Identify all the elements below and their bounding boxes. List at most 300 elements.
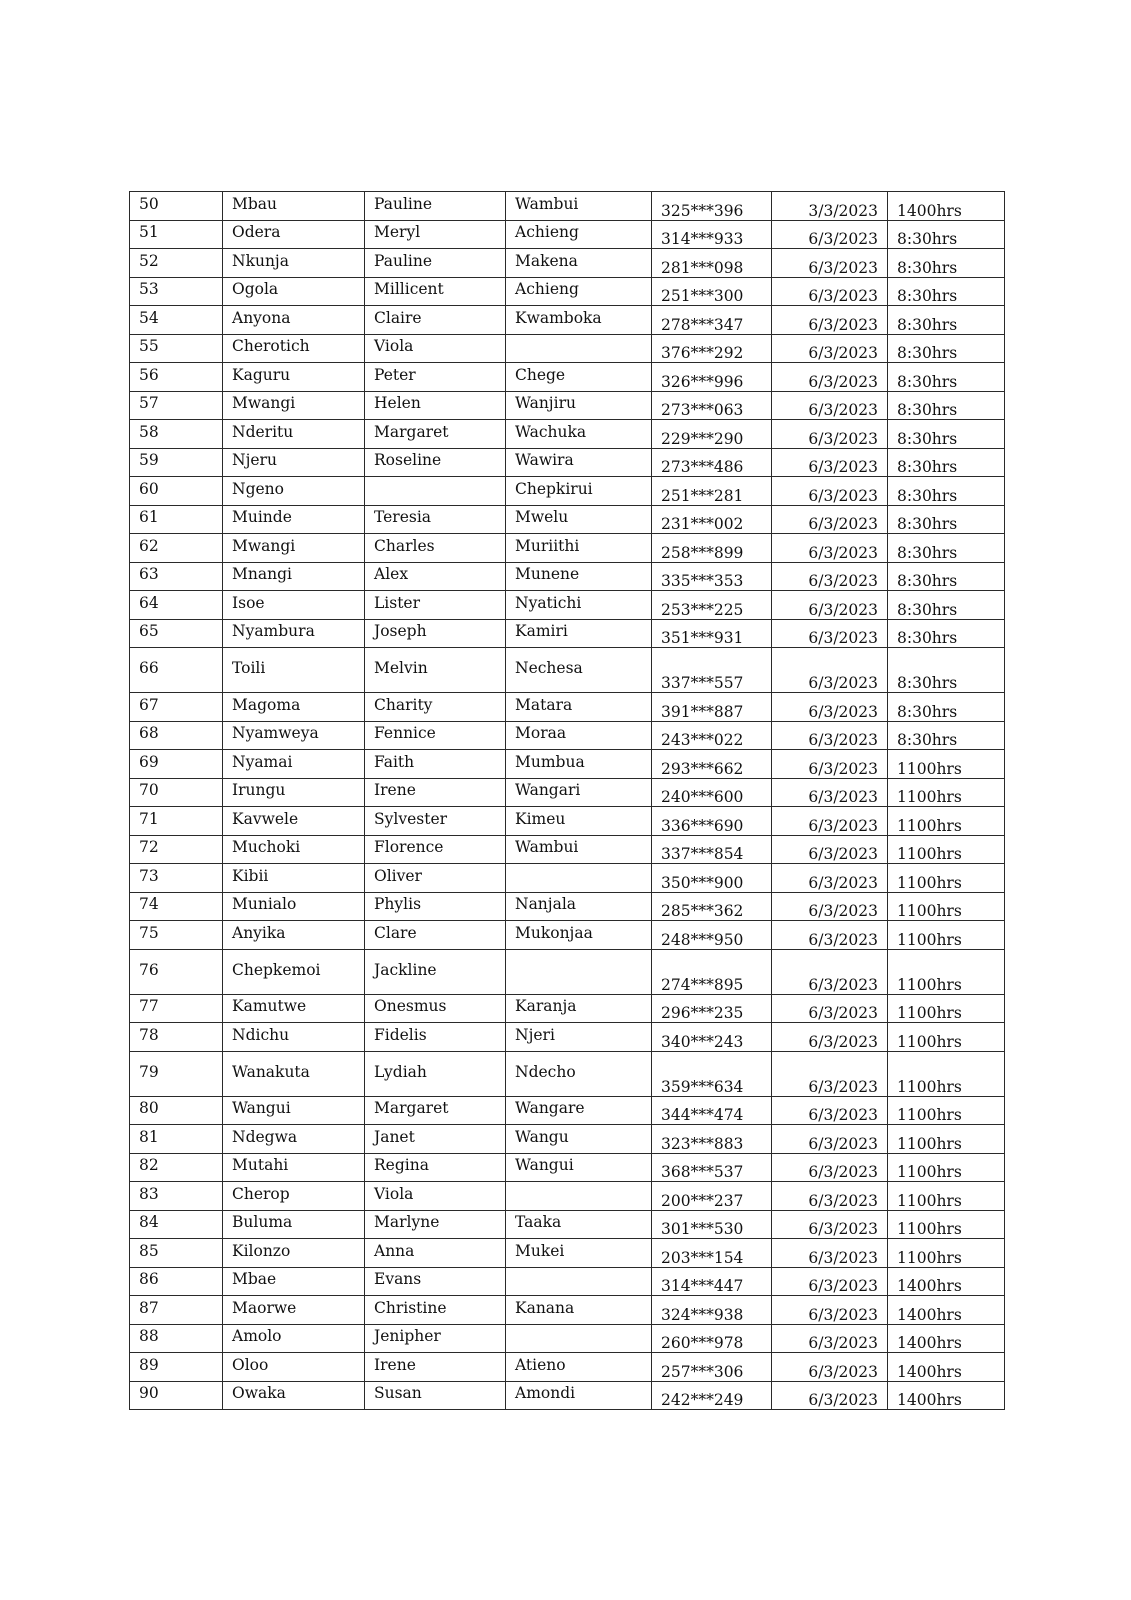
surname-cell: Wanakuta <box>223 1051 365 1096</box>
date-cell: 6/3/2023 <box>772 391 888 420</box>
table-row <box>130 562 1005 591</box>
other-name-cell <box>506 334 652 363</box>
other-name-cell: Wawira <box>506 448 652 477</box>
other-name-cell: Njeri <box>506 1023 652 1052</box>
time-cell: 1400hrs <box>888 192 1005 221</box>
id-number-cell: 350***900 <box>652 864 772 893</box>
surname-cell: Irungu <box>223 778 365 807</box>
first-name-cell: Jenipher <box>365 1324 506 1353</box>
first-name-cell: Susan <box>365 1381 506 1410</box>
table-row <box>130 1296 1005 1325</box>
time-cell: 1100hrs <box>888 1051 1005 1096</box>
row-number: 57 <box>130 391 223 420</box>
table-row <box>130 448 1005 477</box>
surname-cell: Mutahi <box>223 1153 365 1182</box>
time-cell: 8:30hrs <box>888 391 1005 420</box>
time-cell: 8:30hrs <box>888 277 1005 306</box>
id-number-cell: 368***537 <box>652 1153 772 1182</box>
first-name-cell: Lister <box>365 591 506 620</box>
first-name-cell: Phylis <box>365 892 506 921</box>
other-name-cell <box>506 1324 652 1353</box>
date-cell: 6/3/2023 <box>772 1239 888 1268</box>
surname-cell: Magoma <box>223 693 365 722</box>
row-number: 61 <box>130 505 223 534</box>
id-number-cell: 260***978 <box>652 1324 772 1353</box>
row-number: 53 <box>130 277 223 306</box>
row-number: 58 <box>130 420 223 449</box>
first-name-cell: Lydiah <box>365 1051 506 1096</box>
other-name-cell: Nyatichi <box>506 591 652 620</box>
table-row <box>130 1182 1005 1211</box>
row-number: 66 <box>130 648 223 693</box>
table-row <box>130 220 1005 249</box>
id-number-cell: 240***600 <box>652 778 772 807</box>
surname-cell: Nyambura <box>223 619 365 648</box>
surname-cell: Njeru <box>223 448 365 477</box>
id-number-cell: 281***098 <box>652 249 772 278</box>
id-number-cell: 359***634 <box>652 1051 772 1096</box>
first-name-cell: Onesmus <box>365 994 506 1023</box>
time-cell: 8:30hrs <box>888 693 1005 722</box>
table-row <box>130 277 1005 306</box>
time-cell: 1400hrs <box>888 1324 1005 1353</box>
first-name-cell: Clare <box>365 921 506 950</box>
id-number-cell: 337***854 <box>652 835 772 864</box>
other-name-cell: Matara <box>506 693 652 722</box>
time-cell: 1100hrs <box>888 921 1005 950</box>
date-cell: 6/3/2023 <box>772 1096 888 1125</box>
row-number: 76 <box>130 949 223 994</box>
other-name-cell: Achieng <box>506 220 652 249</box>
date-cell: 6/3/2023 <box>772 1182 888 1211</box>
other-name-cell: Wachuka <box>506 420 652 449</box>
date-cell: 6/3/2023 <box>772 949 888 994</box>
first-name-cell: Viola <box>365 1182 506 1211</box>
first-name-cell: Regina <box>365 1153 506 1182</box>
other-name-cell: Makena <box>506 249 652 278</box>
time-cell: 8:30hrs <box>888 420 1005 449</box>
surname-cell: Amolo <box>223 1324 365 1353</box>
table-row <box>130 864 1005 893</box>
surname-cell: Nderitu <box>223 420 365 449</box>
time-cell: 8:30hrs <box>888 534 1005 563</box>
table-row <box>130 306 1005 335</box>
row-number: 68 <box>130 721 223 750</box>
table-row <box>130 1324 1005 1353</box>
other-name-cell: Ndecho <box>506 1051 652 1096</box>
table-row <box>130 619 1005 648</box>
row-number: 74 <box>130 892 223 921</box>
table-row <box>130 1051 1005 1096</box>
surname-cell: Maorwe <box>223 1296 365 1325</box>
row-number: 67 <box>130 693 223 722</box>
table-body <box>130 192 1005 1410</box>
surname-cell: Toili <box>223 648 365 693</box>
table-row <box>130 1096 1005 1125</box>
table-row <box>130 892 1005 921</box>
first-name-cell: Marlyne <box>365 1210 506 1239</box>
id-number-cell: 301***530 <box>652 1210 772 1239</box>
first-name-cell: Irene <box>365 778 506 807</box>
first-name-cell: Irene <box>365 1353 506 1382</box>
date-cell: 6/3/2023 <box>772 994 888 1023</box>
time-cell: 8:30hrs <box>888 591 1005 620</box>
table-row <box>130 249 1005 278</box>
row-number: 63 <box>130 562 223 591</box>
date-cell: 6/3/2023 <box>772 220 888 249</box>
surname-cell: Ndegwa <box>223 1125 365 1154</box>
time-cell: 1100hrs <box>888 835 1005 864</box>
date-cell: 6/3/2023 <box>772 1381 888 1410</box>
first-name-cell: Anna <box>365 1239 506 1268</box>
row-number: 70 <box>130 778 223 807</box>
date-cell: 6/3/2023 <box>772 334 888 363</box>
surname-cell: Ogola <box>223 277 365 306</box>
time-cell: 1400hrs <box>888 1267 1005 1296</box>
table-row <box>130 1023 1005 1052</box>
surname-cell: Ndichu <box>223 1023 365 1052</box>
row-number: 89 <box>130 1353 223 1382</box>
id-number-cell: 203***154 <box>652 1239 772 1268</box>
row-number: 50 <box>130 192 223 221</box>
id-number-cell: 293***662 <box>652 750 772 779</box>
other-name-cell: Wanjiru <box>506 391 652 420</box>
row-number: 85 <box>130 1239 223 1268</box>
surname-cell: Anyika <box>223 921 365 950</box>
row-number: 77 <box>130 994 223 1023</box>
row-number: 65 <box>130 619 223 648</box>
other-name-cell: Chege <box>506 363 652 392</box>
time-cell: 1400hrs <box>888 1381 1005 1410</box>
date-cell: 6/3/2023 <box>772 534 888 563</box>
date-cell: 6/3/2023 <box>772 448 888 477</box>
id-number-cell: 340***243 <box>652 1023 772 1052</box>
surname-cell: Kavwele <box>223 807 365 836</box>
surname-cell: Muinde <box>223 505 365 534</box>
other-name-cell <box>506 949 652 994</box>
date-cell: 6/3/2023 <box>772 477 888 506</box>
other-name-cell: Wangari <box>506 778 652 807</box>
id-number-cell: 243***022 <box>652 721 772 750</box>
other-name-cell <box>506 1182 652 1211</box>
surname-cell: Kaguru <box>223 363 365 392</box>
id-number-cell: 335***353 <box>652 562 772 591</box>
other-name-cell: Kanana <box>506 1296 652 1325</box>
first-name-cell: Margaret <box>365 1096 506 1125</box>
date-cell: 6/3/2023 <box>772 721 888 750</box>
row-number: 87 <box>130 1296 223 1325</box>
table-row <box>130 477 1005 506</box>
date-cell: 6/3/2023 <box>772 835 888 864</box>
id-number-cell: 231***002 <box>652 505 772 534</box>
other-name-cell: Wambui <box>506 192 652 221</box>
surname-cell: Chepkemoi <box>223 949 365 994</box>
other-name-cell: Wangare <box>506 1096 652 1125</box>
date-cell: 6/3/2023 <box>772 892 888 921</box>
id-number-cell: 242***249 <box>652 1381 772 1410</box>
other-name-cell: Amondi <box>506 1381 652 1410</box>
table-row <box>130 835 1005 864</box>
other-name-cell: Wangu <box>506 1125 652 1154</box>
row-number: 81 <box>130 1125 223 1154</box>
first-name-cell: Faith <box>365 750 506 779</box>
surname-cell: Nkunja <box>223 249 365 278</box>
id-number-cell: 325***396 <box>652 192 772 221</box>
time-cell: 1100hrs <box>888 1210 1005 1239</box>
other-name-cell: Munene <box>506 562 652 591</box>
id-number-cell: 251***281 <box>652 477 772 506</box>
first-name-cell: Claire <box>365 306 506 335</box>
row-number: 88 <box>130 1324 223 1353</box>
date-cell: 6/3/2023 <box>772 591 888 620</box>
table-row <box>130 721 1005 750</box>
row-number: 51 <box>130 220 223 249</box>
id-number-cell: 285***362 <box>652 892 772 921</box>
time-cell: 1100hrs <box>888 1239 1005 1268</box>
surname-cell: Munialo <box>223 892 365 921</box>
time-cell: 1100hrs <box>888 1182 1005 1211</box>
table-row <box>130 807 1005 836</box>
date-cell: 6/3/2023 <box>772 648 888 693</box>
time-cell: 1100hrs <box>888 778 1005 807</box>
table-row <box>130 391 1005 420</box>
other-name-cell <box>506 1267 652 1296</box>
surname-cell: Cherop <box>223 1182 365 1211</box>
other-name-cell: Taaka <box>506 1210 652 1239</box>
other-name-cell: Atieno <box>506 1353 652 1382</box>
surname-cell: Cherotich <box>223 334 365 363</box>
row-number: 84 <box>130 1210 223 1239</box>
row-number: 72 <box>130 835 223 864</box>
table-row <box>130 1153 1005 1182</box>
row-number: 75 <box>130 921 223 950</box>
date-cell: 6/3/2023 <box>772 778 888 807</box>
first-name-cell: Millicent <box>365 277 506 306</box>
date-cell: 6/3/2023 <box>772 1051 888 1096</box>
first-name-cell: Janet <box>365 1125 506 1154</box>
row-number: 83 <box>130 1182 223 1211</box>
row-number: 90 <box>130 1381 223 1410</box>
other-name-cell: Karanja <box>506 994 652 1023</box>
time-cell: 1100hrs <box>888 1125 1005 1154</box>
first-name-cell: Pauline <box>365 249 506 278</box>
table-row <box>130 994 1005 1023</box>
time-cell: 1400hrs <box>888 1296 1005 1325</box>
table-row <box>130 1381 1005 1410</box>
table-row <box>130 949 1005 994</box>
surname-cell: Buluma <box>223 1210 365 1239</box>
surname-cell: Anyona <box>223 306 365 335</box>
time-cell: 8:30hrs <box>888 363 1005 392</box>
table-row <box>130 1239 1005 1268</box>
table-row <box>130 534 1005 563</box>
other-name-cell: Kwamboka <box>506 306 652 335</box>
id-number-cell: 314***933 <box>652 220 772 249</box>
table-row <box>130 420 1005 449</box>
row-number: 82 <box>130 1153 223 1182</box>
table-row <box>130 648 1005 693</box>
id-number-cell: 337***557 <box>652 648 772 693</box>
first-name-cell: Helen <box>365 391 506 420</box>
row-number: 69 <box>130 750 223 779</box>
date-cell: 6/3/2023 <box>772 750 888 779</box>
time-cell: 1100hrs <box>888 949 1005 994</box>
row-number: 86 <box>130 1267 223 1296</box>
other-name-cell: Kimeu <box>506 807 652 836</box>
time-cell: 8:30hrs <box>888 562 1005 591</box>
surname-cell: Kilonzo <box>223 1239 365 1268</box>
table-row <box>130 1125 1005 1154</box>
time-cell: 8:30hrs <box>888 220 1005 249</box>
date-cell: 6/3/2023 <box>772 1153 888 1182</box>
date-cell: 6/3/2023 <box>772 1324 888 1353</box>
surname-cell: Owaka <box>223 1381 365 1410</box>
surname-cell: Mbae <box>223 1267 365 1296</box>
time-cell: 8:30hrs <box>888 306 1005 335</box>
other-name-cell: Nanjala <box>506 892 652 921</box>
first-name-cell: Melvin <box>365 648 506 693</box>
id-number-cell: 258***899 <box>652 534 772 563</box>
table-row <box>130 1353 1005 1382</box>
date-cell: 6/3/2023 <box>772 363 888 392</box>
id-number-cell: 273***063 <box>652 391 772 420</box>
first-name-cell: Jackline <box>365 949 506 994</box>
surname-cell: Wangui <box>223 1096 365 1125</box>
table-row <box>130 750 1005 779</box>
first-name-cell: Joseph <box>365 619 506 648</box>
first-name-cell: Teresia <box>365 505 506 534</box>
date-cell: 6/3/2023 <box>772 1296 888 1325</box>
other-name-cell <box>506 864 652 893</box>
first-name-cell: Meryl <box>365 220 506 249</box>
table-row <box>130 505 1005 534</box>
time-cell: 1100hrs <box>888 1023 1005 1052</box>
date-cell: 6/3/2023 <box>772 693 888 722</box>
surname-cell: Muchoki <box>223 835 365 864</box>
id-number-cell: 336***690 <box>652 807 772 836</box>
table-row <box>130 334 1005 363</box>
row-number: 80 <box>130 1096 223 1125</box>
first-name-cell: Fidelis <box>365 1023 506 1052</box>
other-name-cell: Mukonjaa <box>506 921 652 950</box>
surname-cell: Mwangi <box>223 391 365 420</box>
other-name-cell: Mwelu <box>506 505 652 534</box>
date-cell: 6/3/2023 <box>772 864 888 893</box>
other-name-cell: Wambui <box>506 835 652 864</box>
first-name-cell: Viola <box>365 334 506 363</box>
surname-cell: Nyamai <box>223 750 365 779</box>
id-number-cell: 248***950 <box>652 921 772 950</box>
first-name-cell: Margaret <box>365 420 506 449</box>
time-cell: 1100hrs <box>888 864 1005 893</box>
date-cell: 6/3/2023 <box>772 306 888 335</box>
first-name-cell: Roseline <box>365 448 506 477</box>
date-cell: 6/3/2023 <box>772 921 888 950</box>
row-number: 71 <box>130 807 223 836</box>
table-row <box>130 921 1005 950</box>
other-name-cell: Chepkirui <box>506 477 652 506</box>
time-cell: 8:30hrs <box>888 448 1005 477</box>
time-cell: 8:30hrs <box>888 505 1005 534</box>
date-cell: 6/3/2023 <box>772 619 888 648</box>
table-row <box>130 591 1005 620</box>
id-number-cell: 391***887 <box>652 693 772 722</box>
time-cell: 1100hrs <box>888 807 1005 836</box>
first-name-cell: Florence <box>365 835 506 864</box>
other-name-cell: Achieng <box>506 277 652 306</box>
first-name-cell: Oliver <box>365 864 506 893</box>
first-name-cell: Fennice <box>365 721 506 750</box>
row-number: 56 <box>130 363 223 392</box>
date-cell: 6/3/2023 <box>772 807 888 836</box>
id-number-cell: 351***931 <box>652 619 772 648</box>
time-cell: 1100hrs <box>888 750 1005 779</box>
id-number-cell: 344***474 <box>652 1096 772 1125</box>
first-name-cell: Evans <box>365 1267 506 1296</box>
first-name-cell <box>365 477 506 506</box>
row-number: 64 <box>130 591 223 620</box>
id-number-cell: 273***486 <box>652 448 772 477</box>
date-cell: 6/3/2023 <box>772 562 888 591</box>
table-row <box>130 192 1005 221</box>
id-number-cell: 257***306 <box>652 1353 772 1382</box>
surname-cell: Mnangi <box>223 562 365 591</box>
surname-cell: Nyamweya <box>223 721 365 750</box>
id-number-cell: 324***938 <box>652 1296 772 1325</box>
id-number-cell: 274***895 <box>652 949 772 994</box>
time-cell: 1400hrs <box>888 1353 1005 1382</box>
id-number-cell: 200***237 <box>652 1182 772 1211</box>
row-number: 55 <box>130 334 223 363</box>
surname-cell: Kibii <box>223 864 365 893</box>
time-cell: 8:30hrs <box>888 334 1005 363</box>
id-number-cell: 314***447 <box>652 1267 772 1296</box>
row-number: 52 <box>130 249 223 278</box>
time-cell: 8:30hrs <box>888 249 1005 278</box>
first-name-cell: Charles <box>365 534 506 563</box>
surname-cell: Mwangi <box>223 534 365 563</box>
id-number-cell: 376***292 <box>652 334 772 363</box>
appointment-table <box>129 191 1005 1410</box>
first-name-cell: Peter <box>365 363 506 392</box>
other-name-cell: Mumbua <box>506 750 652 779</box>
other-name-cell: Mukei <box>506 1239 652 1268</box>
first-name-cell: Charity <box>365 693 506 722</box>
other-name-cell: Kamiri <box>506 619 652 648</box>
row-number: 59 <box>130 448 223 477</box>
table-row <box>130 363 1005 392</box>
table-row <box>130 778 1005 807</box>
date-cell: 6/3/2023 <box>772 277 888 306</box>
time-cell: 8:30hrs <box>888 721 1005 750</box>
id-number-cell: 278***347 <box>652 306 772 335</box>
surname-cell: Kamutwe <box>223 994 365 1023</box>
row-number: 79 <box>130 1051 223 1096</box>
first-name-cell: Pauline <box>365 192 506 221</box>
row-number: 60 <box>130 477 223 506</box>
surname-cell: Ngeno <box>223 477 365 506</box>
table-row <box>130 693 1005 722</box>
surname-cell: Odera <box>223 220 365 249</box>
time-cell: 8:30hrs <box>888 619 1005 648</box>
date-cell: 6/3/2023 <box>772 505 888 534</box>
id-number-cell: 296***235 <box>652 994 772 1023</box>
first-name-cell: Sylvester <box>365 807 506 836</box>
date-cell: 6/3/2023 <box>772 249 888 278</box>
other-name-cell: Wangui <box>506 1153 652 1182</box>
date-cell: 6/3/2023 <box>772 1210 888 1239</box>
surname-cell: Isoe <box>223 591 365 620</box>
